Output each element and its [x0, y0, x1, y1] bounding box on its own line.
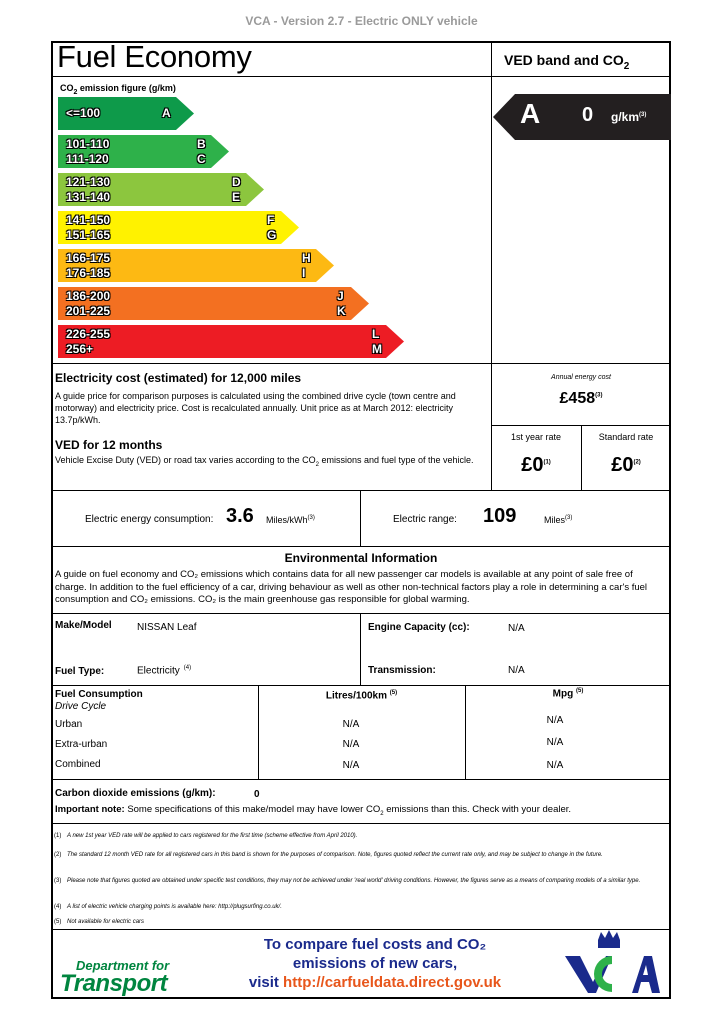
standard-rate-label: Standard rate: [598, 432, 654, 442]
version-header: VCA - Version 2.7 - Electric ONLY vehicle: [245, 14, 478, 28]
electric-range-unit: Miles$^{(3)}$: [544, 515, 573, 525]
band-range-label: <=100: [66, 106, 101, 120]
first-year-rate-value: £0$^{(1)}$: [521, 454, 551, 476]
co2-emissions-label: Carbon dioxide emissions (g/km):: [55, 788, 216, 799]
rating-letter: A: [520, 98, 541, 129]
fuel-type-label: Fuel Type:: [55, 666, 105, 677]
table-cell-mpg: N/A: [546, 760, 564, 771]
footnote-text: Not available for electric cars: [67, 919, 145, 925]
transmission-value: N/A: [508, 665, 525, 676]
page-title: Fuel Economy: [57, 39, 252, 74]
band-letter: J: [337, 289, 344, 303]
ved-text: Vehicle Excise Duty (VED) or road tax varies according to the $CO_2$ emissions and fuel type of the vehicle.: [55, 455, 474, 468]
annual-energy-cost-value: £458$^{(3)}$: [559, 390, 603, 407]
engine-capacity-label: Engine Capacity (cc):: [368, 622, 470, 633]
ved-heading: VED for 12 months: [55, 438, 163, 452]
band-letter: H: [302, 251, 311, 265]
band-range-label: 176-185: [66, 266, 111, 280]
band-letter: G: [267, 228, 277, 242]
table-row-label: Combined: [55, 759, 101, 770]
footnote-number: (2): [54, 852, 62, 858]
divider-line: [491, 41, 492, 363]
energy-consumption-value: 3.6: [226, 505, 254, 527]
first-year-rate-label: 1st year rate: [510, 432, 562, 442]
fuel-type-value: Electricity $^{(4)}$: [137, 665, 192, 677]
band-letter: M: [372, 342, 382, 356]
table-cell-mpg: N/A: [546, 715, 564, 726]
vca-logo: [560, 930, 660, 996]
divider-line: [51, 613, 671, 614]
electricity-cost-heading: Electricity cost (estimated) for 12,000 miles: [55, 371, 302, 385]
band-range-label: 226-255: [66, 327, 111, 341]
band-range-label: 151-165: [66, 228, 111, 242]
footnote-text: Please note that figures quoted are obtained under specific test conditions, they may not be achieved under 'real world' driving conditions. However, the figures serve as a means of comparing models of a similar type.: [67, 878, 641, 884]
co2-band-fg: [58, 211, 299, 244]
divider-line: [51, 490, 671, 491]
litres-column-header: Litres/100km $^{(5)}$: [325, 690, 398, 702]
mpg-column-header: Mpg $^{(5)}$: [552, 688, 584, 700]
drive-cycle-label: Drive Cycle: [55, 701, 107, 712]
environmental-text: A guide on fuel economy and CO₂ emissions which contains data for all new passenger car models is available at any point of sale free of charge. In addition to the fuel efficiency of a car, driving behaviour as well as other non-technical factors play a role in determining a car's fuel consumption and CO₂ emissions. CO₂ is the main greenhouse gas responsible for global warming.: [55, 569, 648, 605]
table-cell-litres: N/A: [342, 719, 360, 730]
footnote-number: (4): [54, 904, 62, 910]
co2-emission-label: $CO_2$ emission figure (g/km): [60, 83, 176, 96]
engine-capacity-value: N/A: [508, 623, 525, 634]
divider-line: [360, 613, 361, 685]
divider-line: [360, 490, 361, 546]
co2-band-jk: [58, 287, 369, 320]
electric-range-value: 109: [483, 505, 517, 527]
fuel-consumption-heading: Fuel Consumption: [55, 689, 143, 700]
band-letter: E: [232, 190, 241, 204]
band-range-label: 186-200: [66, 289, 111, 303]
table-row-label: Urban: [55, 719, 83, 730]
divider-line: [51, 76, 671, 77]
energy-consumption-label: Electric energy consumption:: [85, 514, 214, 525]
table-cell-litres: N/A: [342, 760, 360, 771]
important-note: Important note: Some specifications of this make/model may have lower $CO_2$ emissions than this. Check with your dealer.: [55, 804, 572, 817]
table-cell-litres: N/A: [342, 739, 360, 750]
electric-range-label: Electric range:: [393, 514, 457, 525]
band-letter: F: [267, 213, 275, 227]
make-model-label: Make/Model: [55, 620, 112, 631]
divider-line: [51, 685, 671, 686]
band-letter: A: [162, 106, 171, 120]
divider-line: [51, 779, 671, 780]
band-range-label: 131-140: [66, 190, 111, 204]
co2-band-hi: [58, 249, 334, 282]
divider-line: [51, 546, 671, 547]
band-letter: B: [197, 137, 206, 151]
dft-logo-line2: Transport: [60, 970, 168, 997]
compare-cta: To compare fuel costs and CO₂ emissions of new cars, visit http://carfueldata.direct.gov.uk: [248, 936, 502, 991]
co2-band-a: [58, 97, 194, 130]
band-range-label: 111-120: [66, 152, 109, 166]
dft-logo-line1: Department for: [76, 958, 170, 973]
band-range-label: 166-175: [66, 251, 111, 265]
band-letter: D: [232, 175, 241, 189]
transmission-label: Transmission:: [368, 665, 436, 676]
energy-consumption-unit: Miles/kWh$^{(3)}$: [266, 515, 315, 525]
band-letter: L: [372, 327, 380, 341]
co2-band-de: [58, 173, 264, 206]
band-range-label: 201-225: [66, 304, 111, 318]
band-range-label: 101-110: [66, 137, 110, 151]
rating-unit: $g/km^{(3)}$: [611, 110, 647, 124]
ved-band-title: VED band and $CO_2$: [504, 52, 630, 72]
footnote-number: (3): [54, 878, 62, 884]
co2-band-lm: [58, 325, 404, 358]
annual-energy-cost-label: Annual energy cost: [551, 374, 611, 381]
footnote-number: (5): [54, 919, 62, 925]
table-cell-mpg: N/A: [546, 737, 564, 748]
standard-rate-value: £0$^{(2)}$: [611, 454, 641, 476]
footnote-number: (1): [54, 833, 62, 839]
band-range-label: 121-130: [66, 175, 111, 189]
table-row-label: Extra-urban: [55, 739, 108, 750]
carfueldata-link[interactable]: http://carfueldata.direct.gov.uk: [283, 974, 502, 991]
svg-text:VCA: VCA: [560, 930, 563, 931]
band-range-label: 256+: [66, 342, 94, 356]
co2-band-bc: [58, 135, 229, 168]
crown-icon: [598, 930, 620, 948]
co2-emissions-value: 0: [254, 789, 260, 800]
divider-line: [51, 823, 671, 824]
band-letter: I: [302, 266, 306, 280]
band-letter: K: [337, 304, 346, 318]
footnote-text: A list of electric vehicle charging points is available here: http://plugsurfing.co.uk/.: [67, 904, 282, 910]
footnote-text: The standard 12 month VED rate for all registered cars in this band is shown for the purposes of comparison. Note, figures quoted reflect the current rate only, and may be subject to change in the future.: [67, 852, 603, 858]
footnote-text: A new 1st year VED rate will be applied to cars registered for the first time (scheme effective from April 2010).: [67, 833, 358, 839]
electricity-cost-text: A guide price for comparison purposes is calculated using the combined drive cycle (town centre and motorway) and electricity price. Cost is recalculated annually. Unit price as at March 2012: electricity 13.7p/kWh.: [55, 391, 456, 425]
rating-value: 0: [582, 104, 594, 126]
environmental-heading: Environmental Information: [284, 551, 438, 565]
band-range-label: 141-150: [66, 213, 111, 227]
make-model-value: NISSAN Leaf: [137, 622, 197, 633]
divider-line: [51, 363, 671, 364]
band-letter: C: [197, 152, 206, 166]
